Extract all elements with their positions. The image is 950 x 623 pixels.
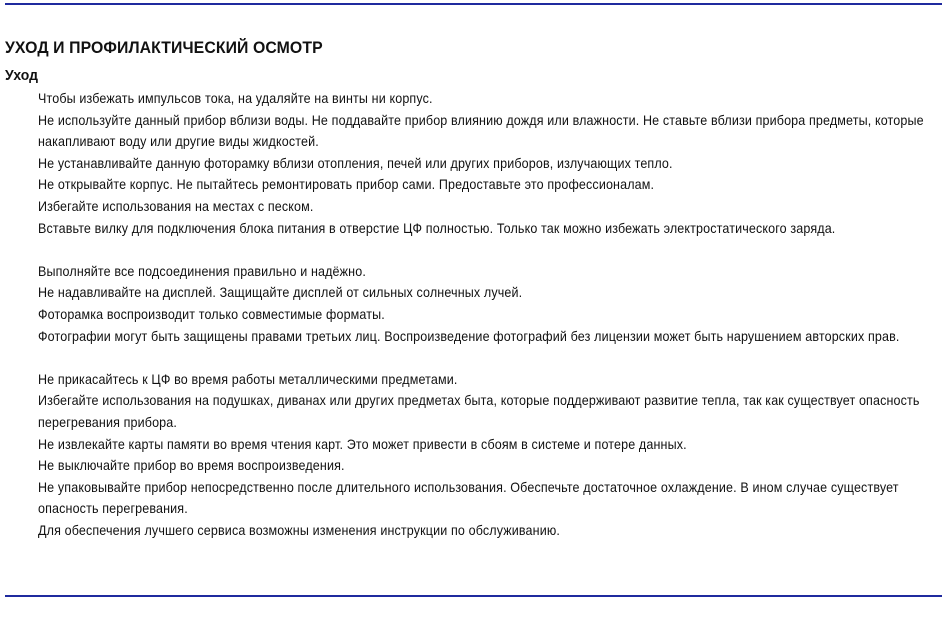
care-instructions-list: [5, 88, 940, 541]
list-item: Для обеспечения лучшего сервиса возможны изменения инструкции по обслуживанию.: [38, 521, 560, 538]
list-item: Не выключайте прибор во время воспроизведения.: [38, 457, 345, 474]
list-item: Не открывайте корпус. Не пытайтесь ремонтировать прибор сами. Предоставьте это профессионалам.: [38, 176, 655, 193]
list-item: Чтобы избежать импульсов тока, на удаляйте на винты ни корпус.: [38, 90, 433, 106]
list-item: Фоторамка воспроизводит только совместимые форматы.: [38, 305, 385, 322]
list-item: Не извлекайте карты памяти во время чтения карт. Это может привести в сбоям в системе и потере данных.: [38, 435, 687, 452]
top-divider: [5, 3, 942, 5]
section-title: Уход: [5, 67, 38, 84]
list-item: Избегайте использования на местах с песком.: [38, 197, 314, 214]
list-item: Не надавливайте на дисплей. Защищайте дисплей от сильных солнечных лучей.: [38, 284, 523, 301]
list-item: Выполняйте все подсоединения правильно и надёжно.: [38, 262, 366, 279]
list-item: Не устанавливайте данную фоторамку вблизи отопления, печей или других приборов, излучающих тепло.: [38, 154, 673, 171]
bottom-divider: [5, 595, 942, 597]
list-item: Фотографии могут быть защищены правами третьих лиц. Воспроизведение фотографий без лицензии может быть нарушением авторских прав.: [38, 327, 900, 344]
list-item: Избегайте использования на подушках, диванах или других предметах быта, которые поддерживают развитие тепла, так как существует опасность перегревания прибора.: [38, 392, 920, 430]
list-item: Не прикасайтесь к ЦФ во время работы металлическими предметами.: [38, 370, 458, 387]
list-item: Не используйте данный прибор вблизи воды. Не поддавайте прибор влиянию дождя или влажности. Не ставьте вблизи прибора предметы, которые накапливают воду или другие виды жидкостей.: [38, 111, 924, 150]
list-item: Не упаковывайте прибор непосредственно после длительного использования. Обеспечьте достаточное охлаждение. В ином случае существует опасность перегревания.: [38, 478, 899, 517]
page-title: УХОД И ПРОФИЛАКТИЧЕСКИЙ ОСМОТР: [5, 38, 323, 57]
document-body: [5, 36, 940, 541]
list-item: Вставьте вилку для подключения блока питания в отверстие ЦФ полностью. Только так можно избежать электростатического заряда.: [38, 219, 836, 236]
